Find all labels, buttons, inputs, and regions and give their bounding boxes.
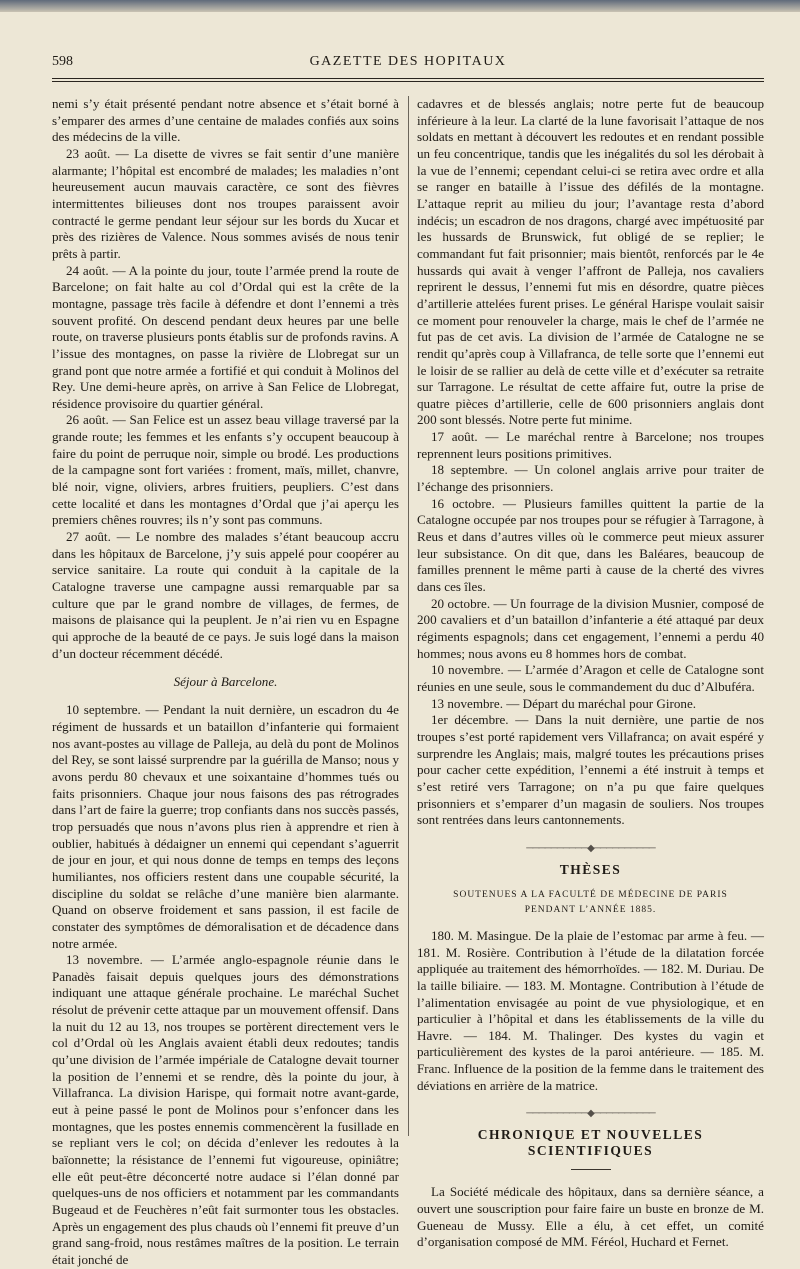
page-header [52, 54, 764, 76]
paragraph: 24 août. — A la pointe du jour, toute l’armée prend la route de Barcelone; on fait halte au col d’Ordal qui est la crête de la montagne, passage très facile à défendre et dont l’ennemi a très souvent profité. On descend pendant deux heures par une belle route, on traverse plusieurs ponts établis sur de profonds ravins. A l’issue des montagnes, on passe la rivière de Llobregat sur un grand pont que notre armée a fortifié et qui conduit à Molinos del Rey. Une demi-heure après, on arrive à San Felice de Llobregat, résidence provisoire du quartier général. [52, 262, 399, 411]
header-rule [52, 78, 764, 82]
paragraph: 17 août. — Le maréchal rentre à Barcelone; nos troupes reprennent leurs positions primitives. [417, 429, 764, 461]
ornamental-divider: ──────────◆────────── [526, 842, 655, 854]
theses-subtitle-line: PENDANT L’ANNÉE 1885. [524, 904, 657, 915]
paragraph: 26 août. — San Felice est un assez beau village traversé par la grande route; les femmes et les enfants s’y occupent beaucoup à faire du point de perruque noir, simple ou brodé. Les productions de la campagne sont fort variées : froment, maïs, millet, chanvre, blé noir, vigne, oliviers, arbres fruitiers, peupliers. C’est dans cette localité et dans les montagnes d’Ordal que j’ai aperçu les premiers chênes rouvres; ils n’y sont pas communs. [52, 412, 399, 528]
paragraph: 10 septembre. — Pendant la nuit dernière, un escadron du 4e régiment de hussards et un bataillon d’infanterie qui formaient nos avant-postes au village de Palleja, au delà du pont de Molinos del Rey, se sont laissé surprendre par la guérilla de Manso; nous y avons perdu 80 chevaux et une soixantaine d’hommes tués ou faits prisonniers. Chaque jour nous faisons des pas rétrogrades dans l’art de faire la guerre; trop confiants dans nos succès passés, trop persuadés que nous n’avons plus rien à apprendre et rien à oublier, habitués à dédaigner un ennemi qui cependant s’aguerrit de jour en jour, et qui nous donne de temps en temps des leçons humiliantes, nos officiers restent dans une coupable sécurité, la discipline du soldat se relâche d’une manière bien alarmante. Quand on observe froidement et sans passion, il est facile de constater des symptômes de démoralisation et de décadence dans notre armée. [52, 702, 399, 951]
paragraph: 13 novembre. — Départ du maréchal pour Girone. [431, 695, 697, 711]
scan-top-edge [0, 0, 800, 12]
running-title: GAZETTE DES HOPITAUX [309, 54, 507, 69]
page-number: 598 [52, 54, 73, 69]
paragraph: 27 août. — Le nombre des malades s’étant beaucoup accru dans les hôpitaux de Barcelone, j’y suis appelé pour coopérer au service sanitaire. La route qui conduit à la capitale de la Catalogne traverse une campagne aussi remarquable par sa culture que par le grand nombre de villages, de fermes, de maisons de plaisance qui la peuplent. Je n’ai rien vu en Espagne qui approche de la beauté de ce pays. Je suis logé dans la maison d’un docteur récemment décédé. [52, 529, 399, 661]
two-column-body [52, 96, 764, 1267]
paragraph: 20 octobre. — Un fourrage de la division Musnier, composé de 200 cavaliers et d’un bataillon d’infanterie a été attaqué par deux régiments espagnols; dans cet engagement, l’ennemi a perdu 40 hommes; nous avons eu 8 hommes hors de combat. [417, 595, 764, 661]
paragraph: 10 novembre. — L’armée d’Aragon et celle de Catalogne sont réunies en une seule, sous le commandement du duc d’Albuféra. [417, 662, 764, 694]
paragraph: cadavres et de blessés anglais; notre perte fut de beaucoup inférieure à la leur. La clarté de la lune favorisait l’attaque de nos soldats en mettant à découvert les redoutes et en rendant possible un feu concentrique, tandis que les inégalités du sol les dérobait à la vue de l’ennemi; cependant celui-ci se retira avec ordre et alla se ranger en bataille à l’issue des défilés de la montagne. L’attaque reprit au milieu du jour; l’avantage resta d’abord indécis; un escadron de nos dragons, chargé avec impétuosité par les hussards de Brunswick, fut obligé de se replier; le commandant fut fait prisonnier; mais bientôt, renforcés par le 4e hussards qui avait à venger l’affront de Palleja, nos cavaliers reprirent le dessus, l’ennemi fut mis en désordre, quatre pièces d’artillerie attelées furent prises. Le général Harispe voulait saisir ce moment pour renouveler la charge, mais le chef de l’armée ne fut pas de cet avis. La division de l’armée de Catalogne ne se rendit qu’après coup à Villafranca, de telle sorte que l’ennemi eut le loisir de se rallier au delà de cette ville et d’exécuter sa retraite sur Tarragone. Le résultat de cette affaire fut, outre la prise de quatre pièces d’artillerie, celle de 600 prisonniers anglais dont 200 sont blessés. Notre perte fut minime. [417, 96, 764, 428]
paragraph: 16 octobre. — Plusieurs familles quittent la partie de la Catalogne occupée par nos troupes pour se réfugier à Tarragone, à Reus et dans d’autres villes où le commerce peut mieux assurer leur subsistance. On dit que, dans les Baléares, beaucoup de familles prennent le même parti à cause de la cherté des vivres dans ces îles. [417, 495, 764, 595]
newspaper-page [52, 54, 764, 1267]
ornamental-divider: ──────────◆────────── [526, 1108, 655, 1120]
paragraph: nemi s’y était présenté pendant notre absence et s’était borné à s’emparer des armes d’une centaine de malades confiés aux soins des médecins de la ville. [52, 96, 399, 145]
right-column [417, 96, 764, 1251]
paragraph: 18 septembre. — Un colonel anglais arrive pour traiter de l’échange des prisonniers. [417, 462, 764, 495]
theses-list: 180. M. Masingue. De la plaie de l’estomac par arme à feu. — 181. M. Rosière. Contribution à l’étude de la dilatation forcée appliquée au traitement des hémorrhoïdes. — 182. M. Duriau. De la taille biliaire. — 183. M. Montagne. Contribution à l’étude de l’alimentation envisagée au point de vue physiologique, et en particulier à l’hôpital et dans les établissements de la ville du Havre. — 184. M. Thalinger. Des kystes du vagin et particulièrement des kystes de la paroi antérieure. — 185. M. Franc. Influence de la position de la femme dans le traitement des déviations en arrière de la matrice. [417, 927, 764, 1093]
chronique-paragraph: La Société médicale des hôpitaux, dans sa dernière séance, a ouvert une souscription pour faire faire un buste en bronze de M. Gueneau de Mussy. Elle a élu, à cet effet, un comité d’organisation composé de MM. Féréol, Huchard et Fernet. [417, 1184, 764, 1250]
theses-title: THÈSES [559, 861, 622, 877]
paragraph: 23 août. — La disette de vivres se fait sentir d’une manière alarmante; l’hôpital est encombré de malades; les maladies n’ont heureusement aucun mauvais caractère, ce sont des fièvres intermittentes bilieuses dont nos troupes paraissent avoir contracté le germe pendant leur séjour sur les bords du Xucar et près des rizières de Valence. Nous sommes avisés de nous tenir prêts à partir. [52, 145, 399, 261]
section-subheading: Séjour à Barcelone. [173, 674, 278, 690]
chronique-title: CHRONIQUE ET NOUVELLES SCIENTIFIQUES [477, 1127, 704, 1159]
theses-subtitle-line: SOUTENUES A LA FACULTÉ DE MÉDECINE DE PARIS [453, 889, 728, 900]
paragraph: 13 novembre. — L’armée anglo-espagnole réunie dans le Panadès faisait depuis quelques jours des démonstrations indiquant une attaque générale prochaine. Le maréchal Suchet résolut de prévenir cette attaque par un mouvement offensif. Dans la nuit du 12 au 13, nos troupes se portèrent directement vers le col d’Ordal où les Anglais avaient établi deux redoutes; tandis qu’une division de l’armée impériale de Catalogne devait tourner la position de l’ennemi et se rendre, dès la pointe du jour, à Villafranca. La division Harispe, qui formait notre avant-garde, eut à peine passé le pont de Molinos pour s’enfoncer dans les montagnes, que les postes ennemis commencèrent la fusillade en se repliant vers le col; on décida d’enlever les redoutes à la baïonnette; la résistance de l’ennemi fut vigoureuse, opiniâtre; elle eût peut-être déconcerté notre audace si l’élan donné par quelques-uns de nos officiers et notamment par les commandants Bugeaud et de Feuchères n’eût fait surmonter tous les obstacles. Après un engagement des plus chauds où l’ennemi fit preuve d’un grand sang-froid, nous restâmes maîtres de la position. Le terrain était jonché de [52, 952, 399, 1267]
column-separator [408, 96, 409, 1136]
left-column [52, 96, 399, 1269]
paragraph: 1er décembre. — Dans la nuit dernière, une partie de nos troupes s’est porté rapidement vers Villafranca; on avait espéré y surprendre les Anglais; mais, malgré toutes les précautions prises pour cacher cette expédition, l’ennemi a été instruit à temps et s’est retiré vers Tarragone; on n’a pu que faire quelques prisonniers et s’emparer d’un magasin de souliers. Nos troupes sont rentrées dans leurs cantonnements. [417, 712, 764, 828]
short-rule [571, 1169, 611, 1170]
theses-subtitle [417, 888, 764, 918]
